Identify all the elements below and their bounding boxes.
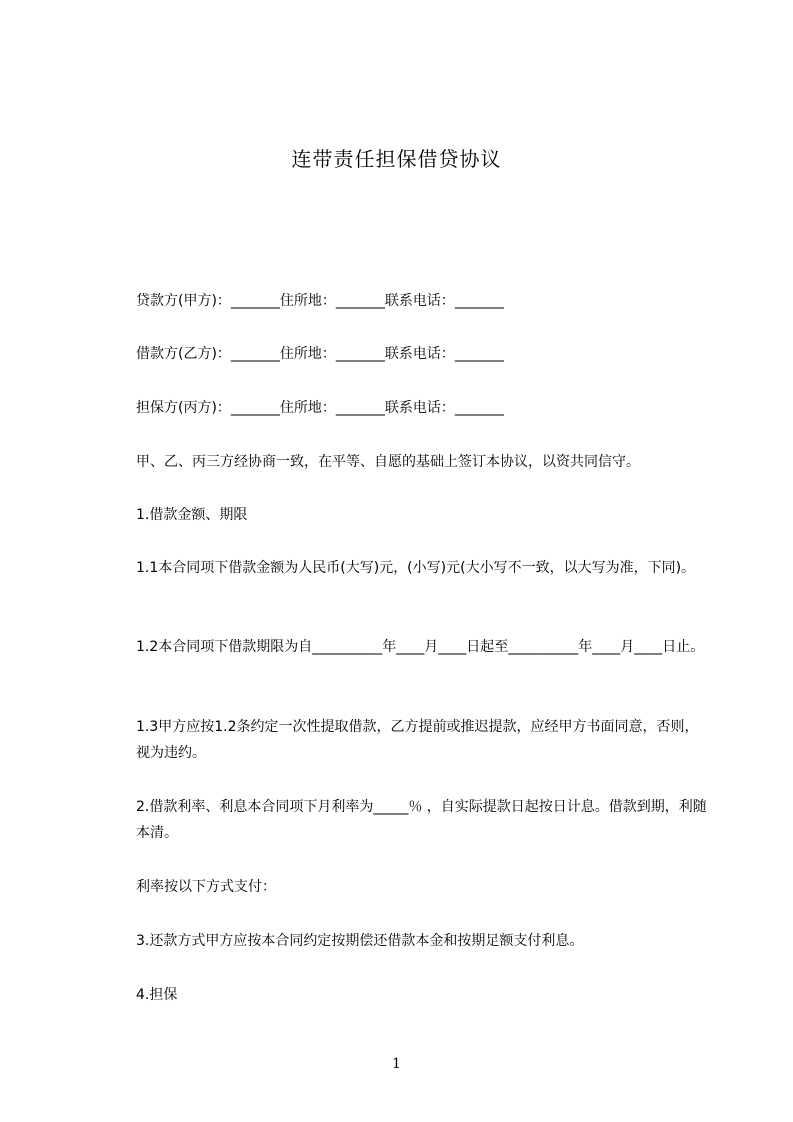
section-2-interest: 2.借款利率、利息本合同项下月利率为_____％ ，自实际提款日起按日计息。借款到期，利随本清。: [136, 799, 707, 841]
clause-1-2: 1.2本合同项下借款期限为自__________年____月____日起至__________年____月____日止。: [136, 639, 705, 655]
guarantor-info-line: 担保方(丙方)：_______住所地：_______联系电话：_______: [136, 400, 504, 416]
clause-1-1: 1.1本合同项下借款金额为人民币(大写)元，(小写)元(大小写不一致，以大写为准，下同)。: [136, 560, 696, 576]
clause-1-3: 1.3甲方应按1.2条约定一次性提取借款，乙方提前或推迟提款，应经甲方书面同意，否则，视为违约。: [136, 719, 699, 761]
agreement-preamble: 甲、乙、丙三方经协商一致，在平等、自愿的基础上签订本协议，以资共同信守。: [136, 454, 640, 470]
lender-info-line: 贷款方(甲方)：_______住所地：_______联系电话：_______: [136, 293, 504, 309]
borrower-info-line: 借款方(乙方)：_______住所地：_______联系电话：_______: [136, 346, 504, 362]
section-3-repayment: 3.还款方式甲方应按本合同约定按期偿还借款本金和按期足额支付利息。: [136, 933, 584, 949]
section-4-guarantee: 4.担保: [136, 987, 178, 1003]
document-title: 连带责任担保借贷协议: [291, 147, 502, 171]
interest-payment-line: 利率按以下方式支付：: [136, 879, 276, 895]
page-number: 1: [392, 1056, 401, 1072]
section-1-heading: 1.借款金额、期限: [136, 507, 248, 523]
